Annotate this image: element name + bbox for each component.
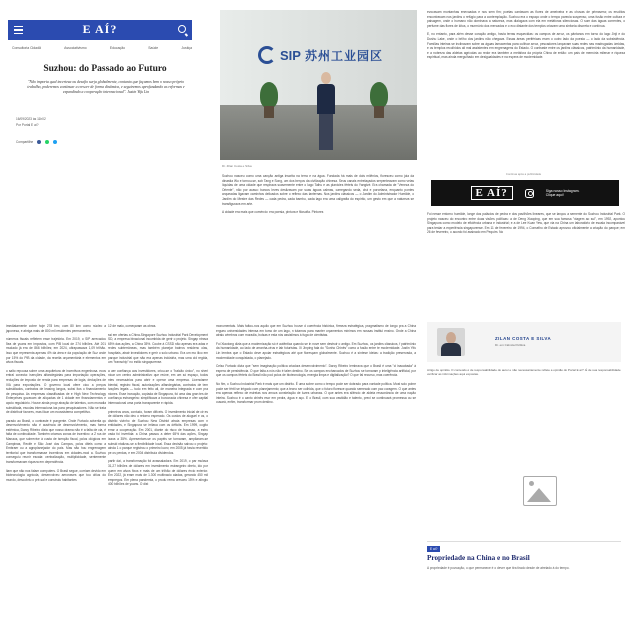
paragraph: monumentais. Mais faltou-nos aquilo que em Suzhou houve d coerência histórica, firmeza estratégica, pragmatismo de longo pra a China ergueu universidades intensa em tomo de um lago, n tutamos para manter orçamentos mínimos em nossas institui ensino. Onde a China atraiu cérebros com moradia, bolsas e esta nós assistimos à fuga de cientistas. (216, 324, 416, 338)
share-bar (16, 140, 57, 144)
sip-sign-chinese: 苏州工业园区 (304, 48, 383, 63)
photo-caption: Dr. Zilan Costa e Silva (222, 164, 252, 168)
article-header-panel (0, 0, 210, 300)
text-column-left (6, 324, 106, 486)
paragraph: liam que não nos falam computers. O Brasil segue, corríam devido em biotecnologia agrícola, desenvolveu aeronaves que tou citius do mundo, descobriu o pré-sal e construiu habitantes (6, 468, 106, 482)
site-logo[interactable]: E AÍ? (82, 22, 118, 36)
twitter-icon[interactable] (53, 140, 57, 144)
plant-icon (260, 82, 278, 108)
plant-icon (370, 82, 388, 108)
paragraph: Suzhou nasceu como uma canção antiga inscrita na terra e na água. Fundada há mais de dois milênios, floresceu como joia da dinastia Wu e tornou-se, sob Tang e Song, um dos berços da civilização chinesa. Seus canais entrelaçados serpenteavam como veias líquidas de uma cidade que respirava suavemente entre o lago Taihu e as planícies férteis do Yangtzé. Era chamada de "Veneza do Oriente", não por acaso: barcos leves deslizavam por suas águas calmas, carregando seda, chá e porcelana, enquanto pontes arqueadas ligavam caminhos delicados sobre o reflexo das lanternas. Nos jardins clássicos — o Jardim do Administrador Humilde, o Jardim do Mestre das Redes — cada pedra, cada bambu, cada lago era uma caligrafia do espírito, um gesto em que a natureza se transfigurava em arte. (222, 174, 414, 206)
author-card (427, 322, 621, 362)
article-body-panel-3 (419, 0, 628, 300)
avatar (437, 328, 465, 356)
nav-item-associativismo[interactable]: Associativismo (64, 46, 87, 50)
paragraph: ssi em ofertas a China-Singapore Suzhou Industrial Park Development SD, a empresa binacional incumbida de gerir o projeto. Singap ntrava 65% das ações, a China 35%. Coube à CSSD não apenas era adas e redes subterrâneas, mas também planejar bairros residenc olas, hospitais, atrair investidores e gerir o solo urbano. Era um mo ilico em parque industrial que não era apenas indústria, mas uma cid regida, um "transchip" no estilo singapurense. (108, 332, 208, 365)
sip-sign (258, 46, 383, 64)
nav-item-justica[interactable]: Justiça (181, 46, 192, 50)
banner-logo: E AÍ? (471, 186, 513, 200)
article-body-3b (427, 212, 625, 239)
site-header (8, 20, 192, 40)
article-title: Suzhou: do Passado ao Futuro (43, 64, 167, 74)
author-role: Dr. em Ciência Política (495, 343, 526, 347)
paragraph: imediatamente cobre hoje 278 km², com 80 km² como núcleo a japonesa, e abriga mais de 800 mil residentes permanentes. (6, 324, 106, 333)
article-date: 16/09/2023 às 11h02 (16, 117, 46, 121)
paragraph: o salto repousa sobre uma arquitetura de incentivos engenhosa. ecos entral conecta: isenções alfandegárias para importação operações, reduções de imposto de renda para empresas de logia, deduções de IVA para exportações. O governo local ofere ciou a preços subsidiados, contratos de leasing longos, subsí itos o financiamento de pesquisa. As empresas classificadas de e High New Technology Enterprises gozavam de alíquotas de 1 cidade em financiamentos e apoio regulatório. Houve ainda progr atração de talentos, com moradia subsidiada, escolas internaciona ias para pesquisadores. Não se trata de distribuir favores, mas ilicar um ecossistema competitivo. (6, 368, 106, 415)
related-article-title[interactable]: Propriedade na China e no Brasil (427, 554, 530, 562)
nav-item-consultoria[interactable]: Consultoria Cidadã (12, 46, 41, 50)
image-placeholder-icon (523, 476, 557, 506)
related-article-desc: A propriedade é povoação, o que permanece é o dever que tira tirado desde de atrelado à do tempo. (427, 566, 570, 570)
instagram-icon (525, 189, 534, 198)
author-name[interactable]: ZILAN COSTA E SILVA (495, 336, 552, 341)
instagram-banner[interactable] (431, 180, 619, 206)
paragraph: A cidade era mais que comércio: era poesia, pintura e filosofia. Pintores (222, 210, 324, 215)
paragraph: Foi nesse entorno humilde, longe dos palácios de pedra e dos pavilhões lineares, que se lançou a semente do Suzhou Industrial Park. O projeto nasceu do encontro entre duas visões políticas: a de Deng Xiaoping, que em sua famosa "viagem ao sul", em 1992, apontou Singapura como modelo de eficiência urbana e industrial; e a de Lee Kuan Yew, que via na China um laboratório de escala incomparável para testar a experiência singapurense. Em 11 de fevereiro de 1994, o Conselho de Estado aprovou oficialmente a criação do parque; em 26 de fevereiro, o acordo foi assinado em Pequim. No (427, 212, 625, 235)
sip-logo-icon (258, 46, 276, 64)
paragraph: No fim, o Suzhou Industrial Park é mais que um distrito. É uma sobre como o tempo pode ser dobrado para vontade política. Most solo pobre pode ser fértil se irrigado com planejamento; que a tecno ser colhida, que o futuro floresce quando semeado com pac coragem. O que antes era apenas reflexo de estrelas nos arroza constelação de luzes urbanas. O que antes era silêncio de aldeia ressonância de uma nação inteira. Suzhou é o canto chinês escr em pedra, água e aço. E o Brasil, com sua vastidão e talento, preci se continuará promessa ou se ousará, enfim, transformar prom destino. (216, 381, 416, 405)
ad-label: Continua após a publicidade (505, 172, 542, 176)
banner-title: Siga nosso Instagram. (545, 188, 580, 193)
article-byline: Por Portal E aí? (16, 123, 39, 127)
article-photo-panel (210, 0, 419, 300)
article-body-panel-5 (210, 310, 419, 628)
sip-sign-text: SIP (280, 47, 301, 63)
article-body-3a (427, 10, 625, 64)
paragraph: números fiscais refletem esse trajetória. Em 2019, o SIP arrecadou 5ea de yuans em impostos, com PIB local de 274 bilhões. Até 201 mudado já era de 866 bilhões; em 2024, ultrapassava 1,09 trilhão. Isso que representa apenas 4% da área e da população de Suz onde por 15% do PIB da cidade, da receita orçamentária e elementos em alvos fiscais. (6, 337, 106, 365)
paragraph: partir daí, a transformação foi avassaladora. Em 2019, o par mulava 31,27 bilhões de dólares em investimento estrangeiro direto, ido por quem em alvos fixos e mais de um trilhão de dólares ércio exterior. Em 2022, já eram mais de 1.300 multinacio aladas, gerando 450 mil empregos. Em plena pandemia, o produ rema cresceu 15% e atingiu 400 bilhões de yuans. O dist (108, 459, 208, 487)
paragraph: parado ao Brasil, o contraste é pungente. Onde Furtado advertia qu desenvolvimento não é ausência de desenvolvimento, mas forma estêmica, Darcy Ribeiro dizia que nosso drama não é a falta de cia, é falta de continuidade. Também criamos zonas de incentivo: a Z rca de Manaus, que sobrevive à custa de isenção fiscal, polos ológicos em Campinas, Recife e São José dos Campos, polos diteis como a Embraer ou a agroplanejador do país. Mas não hou engrenagem territorial que transformasse incentivos em cidades-mod a. Suzhou conseguiu reunir escala: centralização, multiplicidade, sentemente transformavam riqueza em dependência. (6, 418, 106, 465)
paragraph: 12 de maio, começaram as obras. (108, 324, 157, 328)
paragraph: a aer confiança aos investidores, criou-se o "balcão único", no sheri nicar um centro administrativo que reúne, em um só espaço, todos ntes necessários para abrir e operar uma empresa. Licenciame biental, registro fiscal, autorizações alfandegárias, contratos de tem ivações legais — tudo em feito ali, de maneira integrada e com pra niones. Esse inovação, copiada de Singapura, foi uma das gran tes de confiança estrangeira: simplificava a burocracia chinesa e ofer capital internacional uma porta transparente e rápida. (108, 368, 208, 405)
paragraph: primeiros anos, contudo, foram difíceis. O investimento inicial de cir es de dólares não deu o retorno esperado. Os custos de aluguel e os, o distrito vizinho de Suzhou New District atraía empresas com n entidades, e Singapura se irritava com os déficits. Em 1999, cogito errar a cooperação. Em 2001, diante do risco de fracasso, a estru vada foi invertida: a China passou a deter 65% das ações, Singap izava a 35%. Apresentam-se os papéis se tornaram, ampliaram-se subsid ntalizou-se a flexibilidade local. Essa decisão salvou o projeto: ainda 1 o parque registrou o primeiro lucro; em 2005 já havia revertido pe os perdas, e em 2004 distribuía dividendos. (108, 409, 208, 455)
article-lead: "Não importa qual incerteza ou desafio surja globalmente, contanto que façamos bem o nosso próprio trabalho, poderemos continuar a crescer de forma dinâmica, e seguiremos aprofundando as reformas e expandindo a cooperação internacional". Justin Yifu Lin (27, 80, 185, 94)
related-tag: E aí? (427, 546, 440, 552)
person-figure (316, 72, 336, 152)
paragraph: Foi Xiaotong dizia que a modernização só é autêntica quando se in nove sem destruir o antigo. Em Suzhou, os jardins clássicos, f patrimônio da humanidade, ao lado de arranha-céus e lab futuristas. Xi Jinping fala do "Sonho Chinês" como a fusão entre te modernidade. Justin Yifu Lin lembra que o Estado deve apoiar estratégicos até que floresçam globalmente. Suzhou é a síntese ideias: a tradição preservada, a modernidade conquistada, o planejado. (216, 341, 416, 360)
text-column-right (108, 324, 208, 491)
search-icon[interactable] (178, 25, 186, 33)
author-panel (419, 310, 628, 628)
divider (427, 541, 621, 542)
nav-item-saude[interactable]: Saúde (148, 46, 159, 50)
share-label: Compartilhe (16, 140, 34, 144)
paragraph: evocavam montanhas enevoadas e nos sem fim; poetas cantavam as flores de ameixeira e as chuvas de primavera; os eruditos encontravam nos jardins o refúgio para a contemplação. Suzhou era o espaço onde o tempo parecia suspenso, uma fusão entre cultura e paisagem, onde o humano não dominava a natureza, mas dialogava com ela em metáforas silenciosas. O som das águas correntes, o perfume das flores de lótus, o murmúrio dos mercados e o eco distante dos templos criavam uma sinfonia discreta e contínua. (427, 10, 625, 28)
main-nav (12, 46, 192, 50)
text-column (216, 324, 416, 409)
facebook-icon[interactable] (37, 140, 41, 144)
opinion-disclaimer: Artigo de opinião. O conteúdo é de responsabilidade do autor e não necessariamente reflete a opinião do Portal E aí?. É de sua responsabilidade verificar as informações aqui expostas. (427, 368, 621, 377)
article-body-panel-4 (0, 310, 210, 628)
whatsapp-icon[interactable] (45, 140, 49, 144)
banner-subtitle: Clique aqui! (545, 193, 564, 197)
nav-item-educacao[interactable]: Educação (109, 46, 125, 50)
article-photo (220, 10, 417, 160)
paragraph: E, no entanto, para além desse coração antigo, havia terras esquecidas: os campos de arroz, os pântanos em torno do lago Jinji e do Dushu Lake, onde o brilho dos jardins não chegava. Essas áreas periféricas eram o outro lado da poesia — o lado da subsistência. Famílias inteiras se inclinavam sobre as águas lamacentas para cultivar arroz, pescadores lançavam suas redes nas madrugadas úmidas, e os templos recolhidos ali mal assistentes em engrenagens do Estado. O contraste entre os jardins clássicos, patrimônio da humanidade, e a nobreza das aldeias agrícolas ao redor era também a metáfora da própria China de então: um país de memória milenar e riqueza espiritual, mas ainda mergulhado em desigualdades e na espera de modernidade. (427, 32, 625, 60)
article-body-2 (222, 174, 414, 219)
paragraph: Celso Furtado dizia que "sem imaginação política criadora desenvolvimento". Darcy Ribeiro lembrava que o Brasil é uma "ci inacabada" à espera de persistência. O que falta a nós não é talen destino. Se os campos encharcados de Suzhou se tornaram p inteligência artificial, por que os campos férteis do Brasil não pod polos de biotecnologia, energia limpa e digitalização? O que fal recurso, mas coerência. (216, 364, 416, 378)
